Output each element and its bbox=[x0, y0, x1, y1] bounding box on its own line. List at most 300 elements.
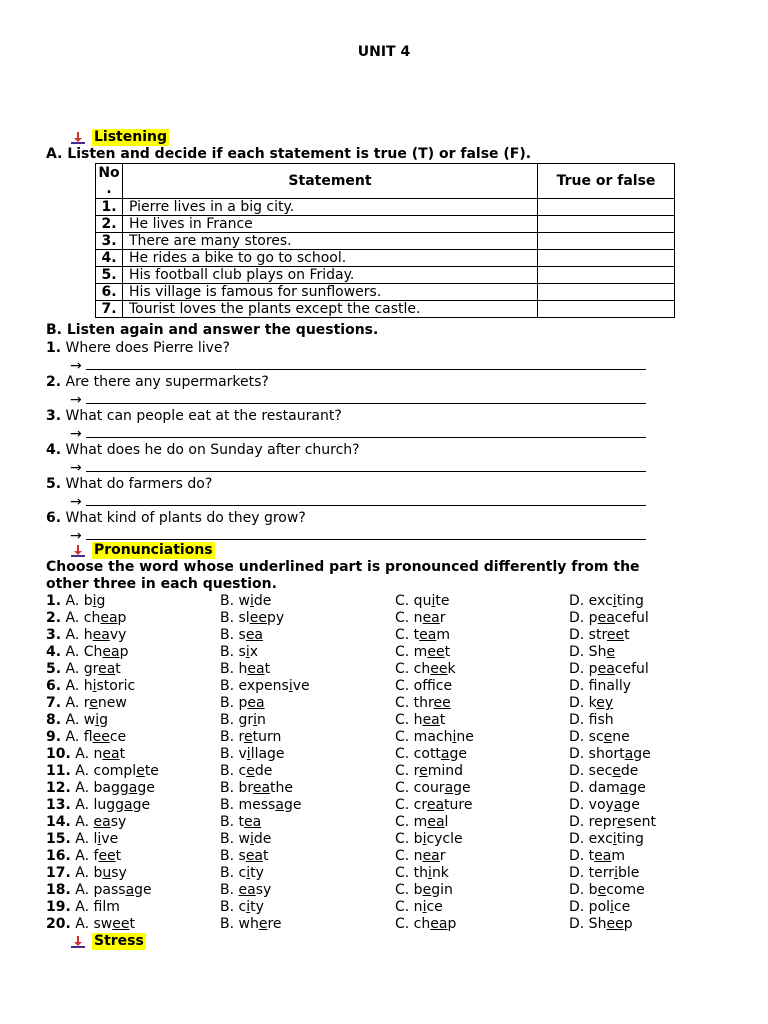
option-b[interactable] bbox=[220, 780, 293, 797]
item-number: 3. bbox=[46, 627, 62, 643]
option-c[interactable] bbox=[395, 644, 450, 661]
underlined-part: ee bbox=[112, 916, 130, 932]
row-number: 1. bbox=[96, 199, 123, 216]
option-suffix: ge bbox=[628, 780, 646, 796]
option-prefix: A. l bbox=[75, 831, 98, 847]
option-suffix: ge bbox=[134, 882, 152, 898]
option-prefix: D. t bbox=[569, 848, 595, 864]
option-prefix: A. fl bbox=[65, 729, 93, 745]
option-suffix: py bbox=[266, 610, 285, 626]
option-suffix: ce bbox=[109, 729, 127, 745]
true-false-cell[interactable] bbox=[538, 250, 675, 267]
option-prefix: C. cr bbox=[395, 797, 427, 813]
option-suffix: de bbox=[620, 763, 639, 779]
listening-heading-label: Listening bbox=[94, 129, 167, 145]
option-b[interactable] bbox=[220, 763, 272, 780]
option-c[interactable] bbox=[395, 899, 443, 916]
option-suffix: ge bbox=[633, 746, 651, 762]
option-a[interactable] bbox=[46, 712, 108, 729]
underlined-part: a bbox=[444, 780, 454, 796]
option-prefix: A. bbox=[75, 814, 94, 830]
item-number: 12. bbox=[46, 780, 71, 796]
answer-line bbox=[70, 357, 646, 375]
option-c[interactable] bbox=[395, 780, 471, 797]
option-b[interactable] bbox=[220, 899, 264, 916]
underlined-part: ea bbox=[244, 814, 262, 830]
question-item bbox=[46, 408, 342, 425]
option-d[interactable] bbox=[569, 848, 625, 865]
option-prefix: A. b bbox=[65, 593, 93, 609]
option-d[interactable] bbox=[569, 797, 640, 814]
arrow-icon: → bbox=[70, 460, 82, 476]
underlined-part: ea bbox=[422, 848, 440, 864]
listening-heading bbox=[70, 129, 169, 146]
option-suffix: sy bbox=[110, 814, 127, 830]
option-d[interactable] bbox=[569, 695, 613, 712]
option-d[interactable] bbox=[569, 593, 644, 610]
option-a[interactable] bbox=[46, 865, 127, 882]
part-b-instruction: B. Listen again and answer the questions. bbox=[46, 322, 379, 338]
option-a[interactable] bbox=[46, 780, 155, 797]
option-b[interactable] bbox=[220, 831, 271, 848]
option-d[interactable] bbox=[569, 746, 651, 763]
option-b[interactable] bbox=[220, 661, 270, 678]
option-suffix: g bbox=[99, 712, 108, 728]
option-a[interactable] bbox=[46, 848, 121, 865]
option-suffix: ve bbox=[101, 831, 119, 847]
item-number: 17. bbox=[46, 865, 71, 881]
option-a[interactable] bbox=[46, 814, 126, 831]
row-number: 4. bbox=[96, 250, 123, 267]
option-c[interactable] bbox=[395, 746, 467, 763]
option-a[interactable] bbox=[46, 610, 126, 627]
item-number: 8. bbox=[46, 712, 62, 728]
option-suffix: ge bbox=[453, 780, 471, 796]
underlined-part: i bbox=[431, 593, 436, 609]
underlined-part: a bbox=[619, 780, 629, 796]
underlined-part: ee bbox=[433, 695, 451, 711]
option-prefix: B. br bbox=[220, 780, 253, 796]
underlined-part: ea bbox=[419, 627, 437, 643]
question-number: 6. bbox=[46, 510, 62, 526]
row-statement: He rides a bike to go to school. bbox=[123, 250, 538, 267]
underlined-part: ea bbox=[594, 848, 612, 864]
answer-blank[interactable] bbox=[86, 425, 646, 438]
option-suffix: ge bbox=[137, 780, 155, 796]
underlined-part: ee bbox=[98, 848, 116, 864]
option-prefix: A. ch bbox=[65, 610, 101, 626]
option-b[interactable] bbox=[220, 729, 281, 746]
option-a[interactable] bbox=[46, 797, 150, 814]
option-suffix: ting bbox=[616, 831, 644, 847]
table-header-row bbox=[96, 164, 675, 199]
option-suffix: ge bbox=[132, 797, 151, 813]
option-c[interactable] bbox=[395, 814, 448, 831]
option-d[interactable] bbox=[569, 882, 645, 899]
option-b[interactable] bbox=[220, 593, 271, 610]
option-prefix: D. exc bbox=[569, 831, 613, 847]
question-text: Where does Pierre live? bbox=[65, 340, 230, 356]
underlined-part: i bbox=[246, 746, 251, 762]
option-suffix: l bbox=[444, 814, 449, 830]
true-false-cell[interactable] bbox=[538, 233, 675, 250]
option-b[interactable] bbox=[220, 695, 265, 712]
option-suffix: t bbox=[264, 661, 271, 677]
item-number: 6. bbox=[46, 678, 62, 694]
row-statement: Tourist loves the plants except the castle. bbox=[123, 301, 538, 318]
option-d[interactable] bbox=[569, 729, 630, 746]
question-item bbox=[46, 476, 212, 493]
underlined-part: ea bbox=[245, 627, 264, 643]
option-b[interactable] bbox=[220, 644, 258, 661]
arrow-bullet-icon bbox=[70, 131, 86, 145]
option-prefix: C. ch bbox=[395, 916, 431, 932]
option-suffix: k bbox=[447, 661, 456, 677]
option-a[interactable] bbox=[46, 831, 118, 848]
underlined-part: ey bbox=[596, 695, 614, 711]
option-d[interactable] bbox=[569, 916, 633, 933]
option-suffix: m bbox=[611, 848, 626, 864]
answer-line bbox=[70, 425, 646, 443]
option-c[interactable] bbox=[395, 763, 463, 780]
true-false-cell[interactable] bbox=[538, 301, 675, 318]
underlined-part: i bbox=[422, 899, 427, 915]
option-c[interactable] bbox=[395, 695, 451, 712]
option-suffix: ty bbox=[250, 899, 264, 915]
answer-blank[interactable] bbox=[86, 391, 646, 404]
option-d[interactable] bbox=[569, 780, 646, 797]
underlined-part: ee bbox=[427, 644, 445, 660]
row-statement: His village is famous for sunflowers. bbox=[123, 284, 538, 301]
option-a[interactable] bbox=[46, 627, 126, 644]
option-prefix: C. qu bbox=[395, 593, 432, 609]
option-a[interactable] bbox=[46, 916, 135, 933]
option-prefix: A. Ch bbox=[65, 644, 103, 660]
question-item bbox=[46, 510, 306, 527]
option-suffix: lm bbox=[102, 899, 120, 915]
option-c[interactable] bbox=[395, 593, 449, 610]
answer-line bbox=[70, 459, 646, 477]
option-suffix: p bbox=[623, 916, 633, 932]
option-suffix: t bbox=[263, 848, 269, 864]
option-b[interactable] bbox=[220, 746, 285, 763]
option-suffix: g bbox=[96, 593, 106, 609]
underlined-part: a bbox=[613, 797, 623, 813]
option-prefix: A. b bbox=[75, 865, 103, 881]
option-a[interactable] bbox=[46, 729, 126, 746]
row-number: 3. bbox=[96, 233, 123, 250]
option-prefix: B. s bbox=[220, 644, 246, 660]
option-prefix: D. exc bbox=[569, 593, 613, 609]
underlined-part: ea bbox=[100, 610, 118, 626]
underlined-part: i bbox=[92, 678, 97, 694]
underlined-part: a bbox=[124, 797, 133, 813]
pronunciation-instruction-1: Choose the word whose underlined part is pronounced differently from the bbox=[46, 559, 640, 575]
option-suffix: ture bbox=[444, 797, 473, 813]
option-suffix: t bbox=[624, 627, 630, 643]
option-suffix: te bbox=[435, 593, 450, 609]
row-statement: His football club plays on Friday. bbox=[123, 267, 538, 284]
option-d[interactable] bbox=[569, 831, 644, 848]
underlined-part: i bbox=[249, 831, 254, 847]
option-c[interactable] bbox=[395, 797, 472, 814]
option-d[interactable] bbox=[569, 865, 639, 882]
option-suffix: p bbox=[119, 644, 129, 660]
underlined-part: i bbox=[612, 593, 617, 609]
option-d[interactable] bbox=[569, 627, 630, 644]
underlined-part: i bbox=[452, 729, 457, 745]
underlined-part: i bbox=[428, 865, 432, 881]
underlined-part: e bbox=[606, 644, 616, 660]
underlined-part: ea bbox=[597, 661, 615, 677]
option-suffix: de bbox=[254, 763, 273, 779]
option-c[interactable] bbox=[395, 610, 446, 627]
question-item bbox=[46, 340, 230, 357]
option-a[interactable] bbox=[46, 763, 159, 780]
underlined-part: ea bbox=[238, 882, 256, 898]
option-prefix: A. bagg bbox=[75, 780, 129, 796]
option-suffix: t bbox=[119, 746, 126, 762]
question-text: What do farmers do? bbox=[65, 476, 213, 492]
option-a[interactable] bbox=[46, 678, 135, 695]
option-b[interactable] bbox=[220, 814, 261, 831]
option-c[interactable] bbox=[395, 678, 452, 695]
option-suffix: t bbox=[115, 661, 121, 677]
option-c[interactable] bbox=[395, 712, 445, 729]
arrow-bullet-icon bbox=[70, 935, 86, 949]
option-a[interactable] bbox=[46, 644, 129, 661]
row-statement: There are many stores. bbox=[123, 233, 538, 250]
option-a[interactable] bbox=[46, 882, 152, 899]
option-suffix: p bbox=[117, 610, 127, 626]
option-c[interactable] bbox=[395, 848, 446, 865]
option-c[interactable] bbox=[395, 865, 449, 882]
option-b[interactable] bbox=[220, 627, 263, 644]
underlined-part: a bbox=[624, 746, 634, 762]
option-prefix: D. str bbox=[569, 627, 607, 643]
option-prefix: C. cour bbox=[395, 780, 445, 796]
option-a[interactable] bbox=[46, 695, 127, 712]
item-number: 10. bbox=[46, 746, 71, 762]
option-d[interactable] bbox=[569, 678, 631, 695]
option-suffix: vy bbox=[109, 627, 127, 643]
option-suffix: de bbox=[253, 593, 272, 609]
option-c[interactable] bbox=[395, 882, 453, 899]
option-prefix: C. r bbox=[395, 763, 420, 779]
table-row bbox=[96, 216, 675, 233]
option-b[interactable] bbox=[220, 865, 264, 882]
option-prefix: B. r bbox=[220, 729, 244, 745]
option-prefix: C. mach bbox=[395, 729, 453, 745]
underlined-part: i bbox=[95, 712, 100, 728]
underlined-part: ea bbox=[422, 610, 440, 626]
option-prefix: A. h bbox=[65, 678, 93, 694]
option-prefix: B. p bbox=[220, 695, 248, 711]
table-row bbox=[96, 199, 675, 216]
underlined-part: i bbox=[288, 678, 293, 694]
underlined-part: u bbox=[102, 865, 112, 881]
option-prefix: B. bbox=[220, 882, 239, 898]
question-text: Are there any supermarkets? bbox=[65, 374, 269, 390]
option-prefix: B. c bbox=[220, 899, 247, 915]
underlined-part: ea bbox=[597, 610, 615, 626]
option-suffix: sy bbox=[111, 865, 127, 881]
option-d[interactable] bbox=[569, 712, 614, 729]
option-suffix: p bbox=[447, 916, 457, 932]
option-prefix: B. c bbox=[220, 865, 247, 881]
underlined-part: ea bbox=[430, 916, 448, 932]
option-c[interactable] bbox=[395, 661, 456, 678]
option-c[interactable] bbox=[395, 831, 463, 848]
option-d[interactable] bbox=[569, 814, 656, 831]
option-prefix: B. expens bbox=[220, 678, 289, 694]
underlined-part: e bbox=[243, 729, 253, 745]
option-suffix: ting bbox=[616, 593, 644, 609]
part-a-instruction: A. Listen and decide if each statement is true (T) or false (F). bbox=[46, 146, 532, 162]
option-d[interactable] bbox=[569, 644, 615, 661]
option-suffix: t bbox=[115, 848, 122, 864]
item-number: 20. bbox=[46, 916, 71, 932]
answer-blank[interactable] bbox=[86, 459, 646, 472]
option-suffix: sh bbox=[597, 712, 614, 728]
option-prefix: A. f bbox=[75, 899, 103, 915]
option-b[interactable] bbox=[220, 797, 301, 814]
question-text: What does he do on Sunday after church? bbox=[65, 442, 360, 458]
option-a[interactable] bbox=[46, 661, 121, 678]
option-suffix: ble bbox=[617, 865, 640, 881]
question-number: 2. bbox=[46, 374, 62, 390]
option-b[interactable] bbox=[220, 882, 271, 899]
option-d[interactable] bbox=[569, 661, 649, 678]
question-item bbox=[46, 374, 269, 391]
underlined-part: i bbox=[246, 899, 251, 915]
item-number: 19. bbox=[46, 899, 71, 915]
option-b[interactable] bbox=[220, 610, 284, 627]
true-false-cell[interactable] bbox=[538, 267, 675, 284]
option-prefix: A. f bbox=[75, 848, 99, 864]
option-prefix: D. Sh bbox=[569, 916, 607, 932]
answer-blank[interactable] bbox=[86, 493, 646, 506]
underlined-part: ea bbox=[422, 712, 440, 728]
underlined-part: e bbox=[89, 695, 98, 711]
true-false-cell[interactable] bbox=[538, 199, 675, 216]
option-suffix: de bbox=[253, 831, 272, 847]
option-prefix: B. s bbox=[220, 848, 246, 864]
option-d[interactable] bbox=[569, 610, 649, 627]
option-prefix: D. p bbox=[569, 610, 598, 626]
option-a[interactable] bbox=[46, 899, 120, 916]
option-prefix: C. off bbox=[395, 678, 436, 694]
item-number: 1. bbox=[46, 593, 62, 609]
option-prefix: A. gr bbox=[65, 661, 99, 677]
option-prefix: D. terr bbox=[569, 865, 615, 881]
stress-heading-label: Stress bbox=[94, 933, 144, 949]
option-c[interactable] bbox=[395, 729, 474, 746]
option-suffix: ce bbox=[435, 678, 453, 694]
item-number: 16. bbox=[46, 848, 71, 864]
option-prefix: D. repr bbox=[569, 814, 618, 830]
option-prefix: D. f bbox=[569, 678, 598, 694]
option-suffix: come bbox=[606, 882, 645, 898]
true-false-cell[interactable] bbox=[538, 216, 675, 233]
option-prefix: A. n bbox=[75, 746, 103, 762]
option-prefix: B. gr bbox=[220, 712, 254, 728]
option-b[interactable] bbox=[220, 916, 282, 933]
item-number: 15. bbox=[46, 831, 71, 847]
underlined-part: i bbox=[249, 593, 254, 609]
underlined-part: a bbox=[440, 746, 450, 762]
underlined-part: ea bbox=[98, 661, 116, 677]
row-number: 7. bbox=[96, 301, 123, 318]
table-row bbox=[96, 250, 675, 267]
option-a[interactable] bbox=[46, 593, 105, 610]
underlined-part: e bbox=[612, 763, 621, 779]
option-prefix: D. short bbox=[569, 746, 625, 762]
arrow-bullet-icon bbox=[70, 544, 86, 558]
answer-line bbox=[70, 391, 646, 409]
table-row bbox=[96, 284, 675, 301]
option-prefix: C. n bbox=[395, 848, 423, 864]
option-prefix: C. t bbox=[395, 627, 420, 643]
option-suffix: re bbox=[267, 916, 282, 932]
option-suffix: ce bbox=[426, 899, 443, 915]
option-prefix: A. h bbox=[65, 627, 93, 643]
table-row bbox=[96, 233, 675, 250]
option-prefix: C. n bbox=[395, 610, 423, 626]
option-suffix: n bbox=[257, 712, 266, 728]
option-prefix: C. th bbox=[395, 865, 429, 881]
option-prefix: D. p bbox=[569, 661, 598, 677]
underlined-part: ee bbox=[606, 627, 625, 643]
answer-blank[interactable] bbox=[86, 527, 646, 540]
option-suffix: turn bbox=[252, 729, 282, 745]
option-b[interactable] bbox=[220, 712, 266, 729]
underlined-part: ee bbox=[92, 729, 110, 745]
option-c[interactable] bbox=[395, 916, 456, 933]
option-suffix: ceful bbox=[614, 610, 649, 626]
option-prefix: A. compl bbox=[75, 763, 137, 779]
option-suffix: mind bbox=[427, 763, 464, 779]
item-number: 4. bbox=[46, 644, 62, 660]
option-suffix: ve bbox=[292, 678, 310, 694]
option-suffix: t bbox=[439, 712, 446, 728]
option-prefix: A. pass bbox=[75, 882, 126, 898]
option-b[interactable] bbox=[220, 678, 310, 695]
option-prefix: B. mess bbox=[220, 797, 276, 813]
option-a[interactable] bbox=[46, 746, 125, 763]
option-c[interactable] bbox=[395, 627, 450, 644]
option-prefix: D. sec bbox=[569, 763, 613, 779]
true-false-cell[interactable] bbox=[538, 284, 675, 301]
table-row bbox=[96, 267, 675, 284]
option-suffix: x bbox=[249, 644, 258, 660]
option-prefix: C. cott bbox=[395, 746, 441, 762]
option-suffix: cycle bbox=[426, 831, 463, 847]
item-number: 7. bbox=[46, 695, 62, 711]
option-b[interactable] bbox=[220, 848, 269, 865]
answer-blank[interactable] bbox=[86, 357, 646, 370]
item-number: 9. bbox=[46, 729, 62, 745]
option-prefix: B. v bbox=[220, 746, 247, 762]
option-d[interactable] bbox=[569, 899, 630, 916]
item-number: 18. bbox=[46, 882, 71, 898]
arrow-icon: → bbox=[70, 392, 82, 408]
underlined-part: i bbox=[610, 899, 614, 915]
pronunciations-heading-label: Pronunciations bbox=[94, 542, 213, 558]
underlined-part: ea bbox=[427, 814, 445, 830]
option-prefix: D. f bbox=[569, 712, 598, 728]
option-d[interactable] bbox=[569, 763, 638, 780]
